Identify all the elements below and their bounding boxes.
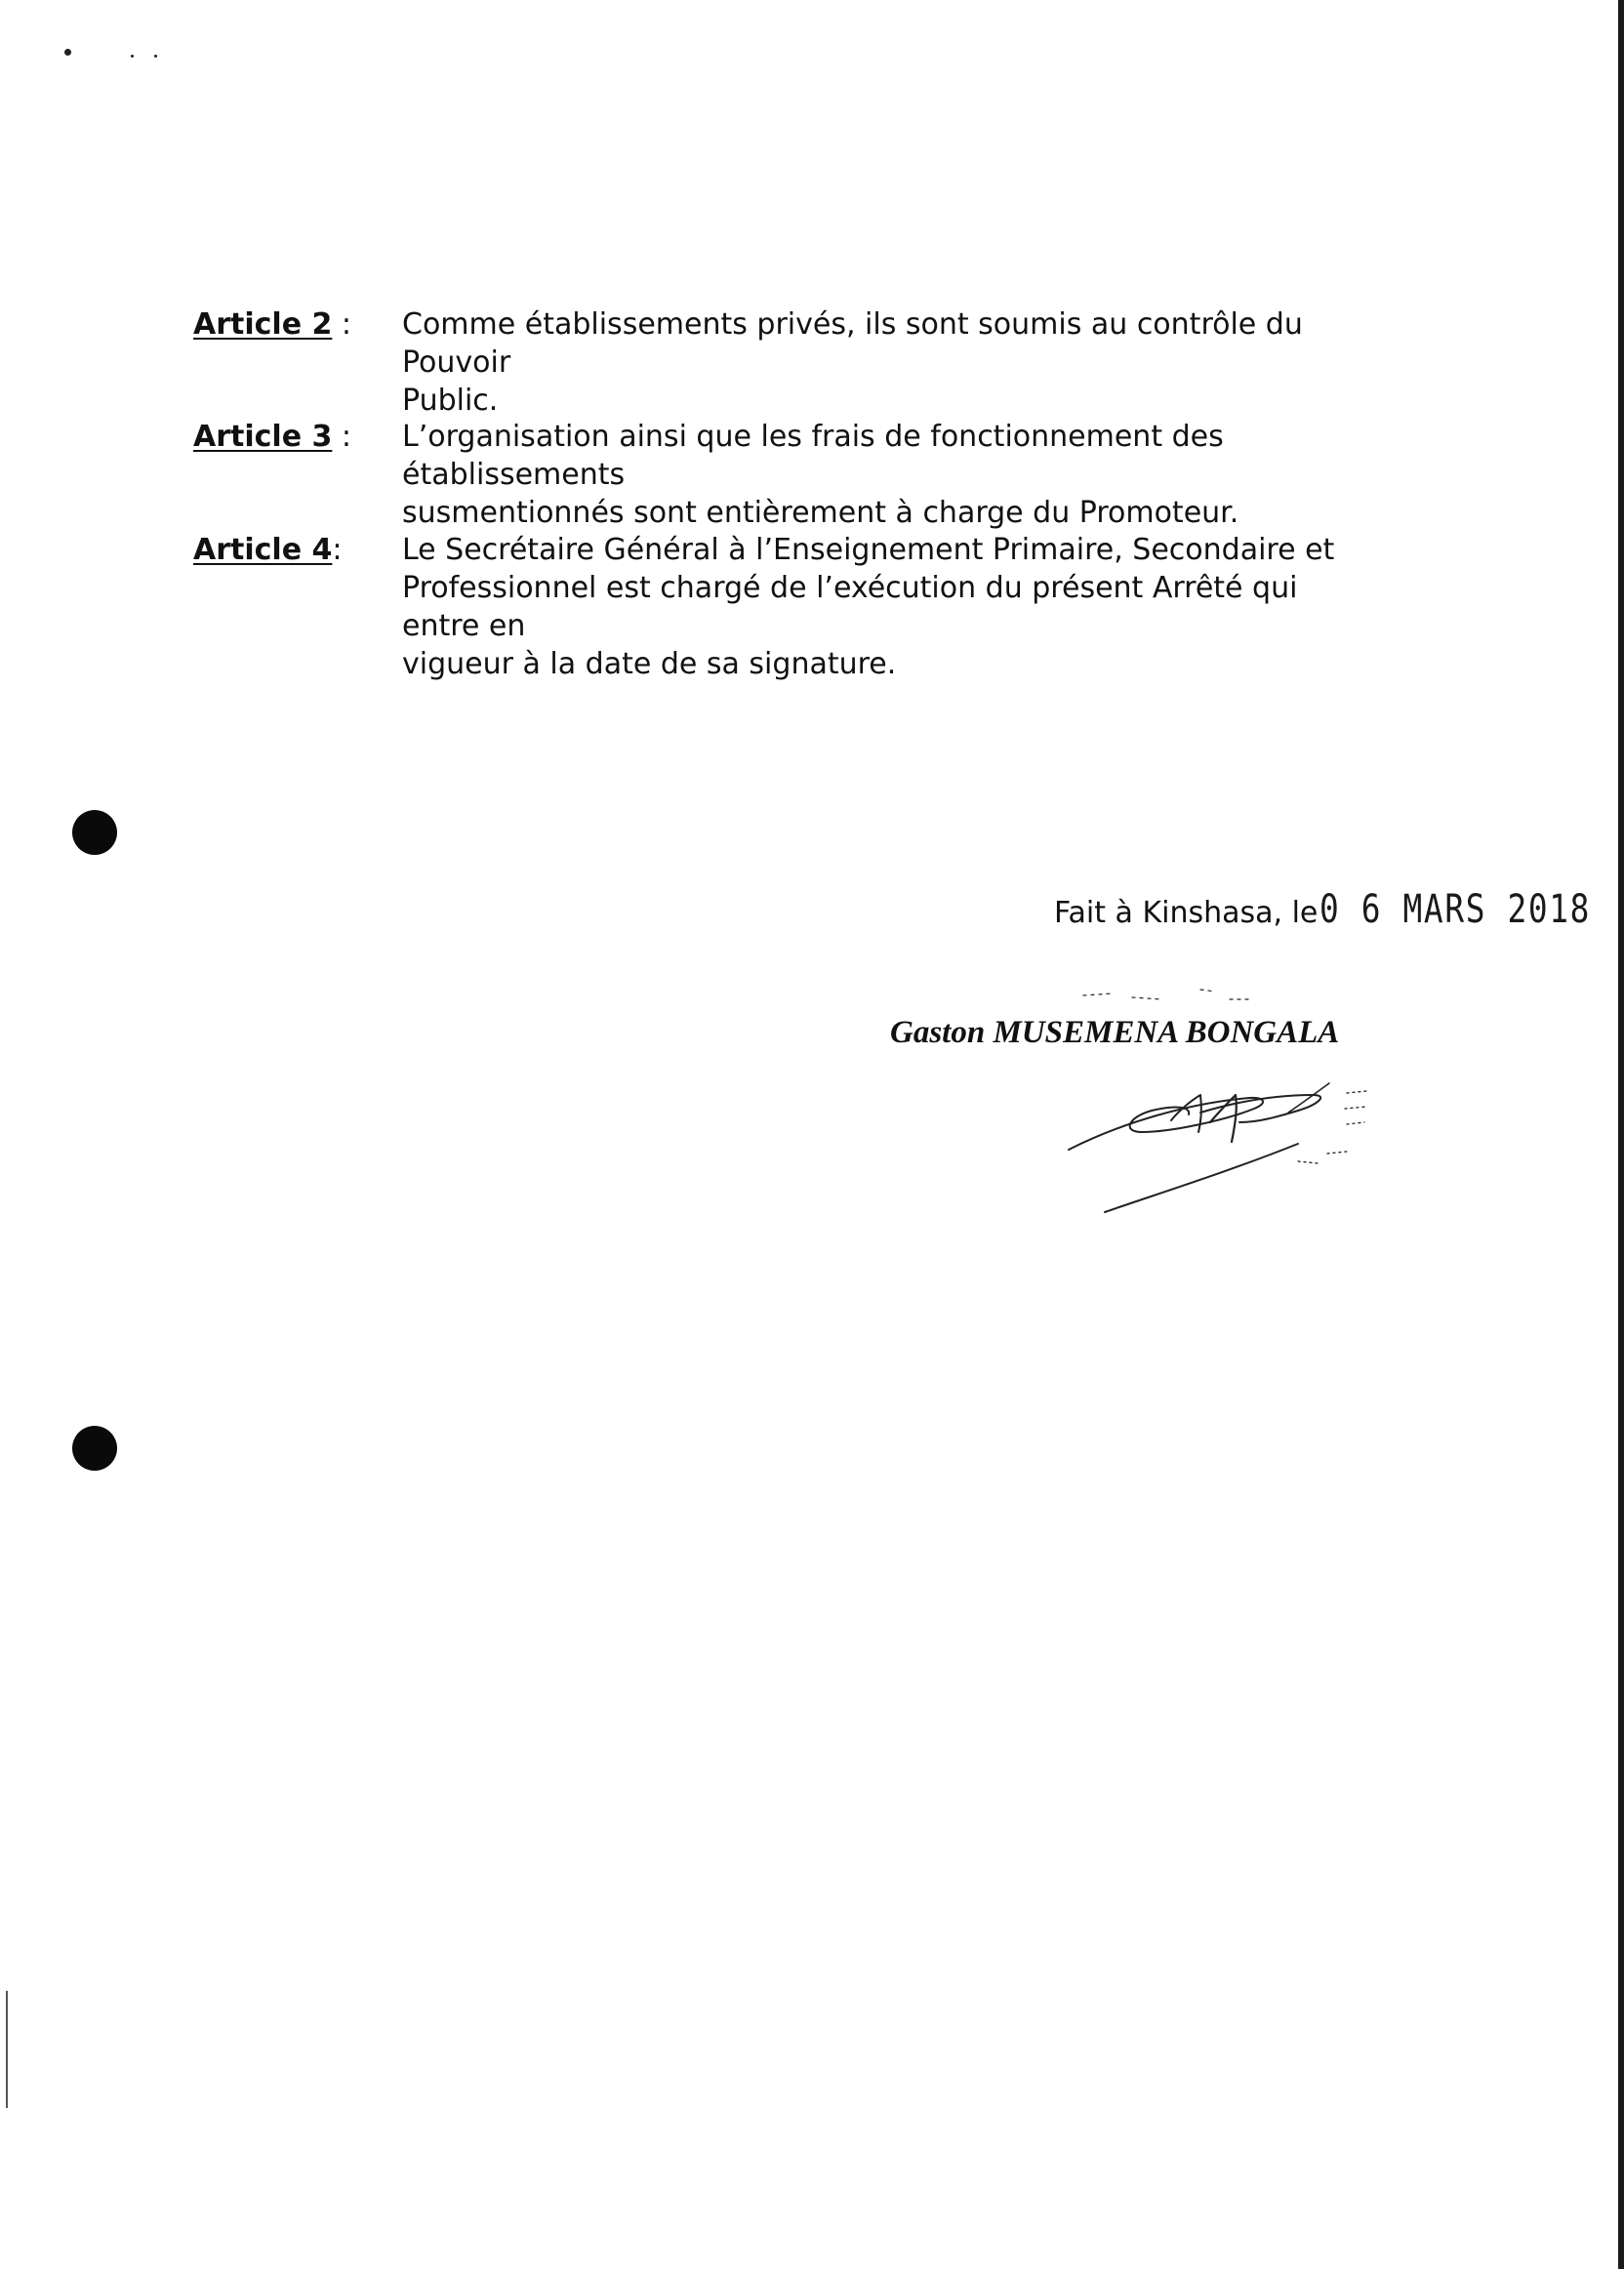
scan-speck xyxy=(131,55,134,58)
article-2-label xyxy=(193,305,402,420)
place-and-date xyxy=(1054,887,1624,933)
scan-speck xyxy=(154,55,157,58)
signatory-name: Gaston MUSEMENA BONGALA xyxy=(890,1015,1340,1050)
article-2-line-1: Comme établissements privés, ils sont soumis au contrôle du Pouvoir xyxy=(402,307,1303,380)
article-2-text xyxy=(402,305,1378,420)
scan-edge-right xyxy=(1618,0,1624,2269)
article-4-line-3: vigueur à la date de sa signature. xyxy=(402,647,897,681)
article-3-text xyxy=(402,418,1378,532)
article-2-line-2: Public. xyxy=(402,384,499,418)
stamped-date: 0 6 MARS 2018 xyxy=(1320,887,1592,932)
article-4-label-sep: : xyxy=(332,533,343,567)
article-3-label-sep: : xyxy=(332,420,352,454)
article-4 xyxy=(193,531,1384,683)
article-3 xyxy=(193,418,1384,532)
place-text: Fait à Kinshasa, le xyxy=(1054,896,1319,930)
article-3-line-2: susmentionnés sont entièrement à charge du Promoteur. xyxy=(402,496,1239,530)
punch-hole-bottom xyxy=(72,1426,117,1471)
article-3-line-1: L’organisation ainsi que les frais de fonctionnement des établissements xyxy=(402,420,1224,492)
article-2-label-name: Article 2 xyxy=(193,307,333,342)
scan-speck xyxy=(64,49,71,56)
article-4-text xyxy=(402,531,1378,683)
article-4-line-2: Professionnel est chargé de l’exécution du présent Arrêté qui entre en xyxy=(402,571,1298,643)
article-4-label-name: Article 4 xyxy=(193,533,333,567)
article-3-label xyxy=(193,418,402,532)
article-4-label xyxy=(193,531,402,683)
article-3-label-name: Article 3 xyxy=(193,420,333,454)
article-4-line-1: Le Secrétaire Général à l’Enseignement Primaire, Secondaire et xyxy=(402,533,1335,567)
punch-hole-top xyxy=(72,810,117,855)
article-2 xyxy=(193,305,1384,420)
article-2-label-sep: : xyxy=(332,307,352,342)
scan-edge-left xyxy=(6,1991,8,2108)
